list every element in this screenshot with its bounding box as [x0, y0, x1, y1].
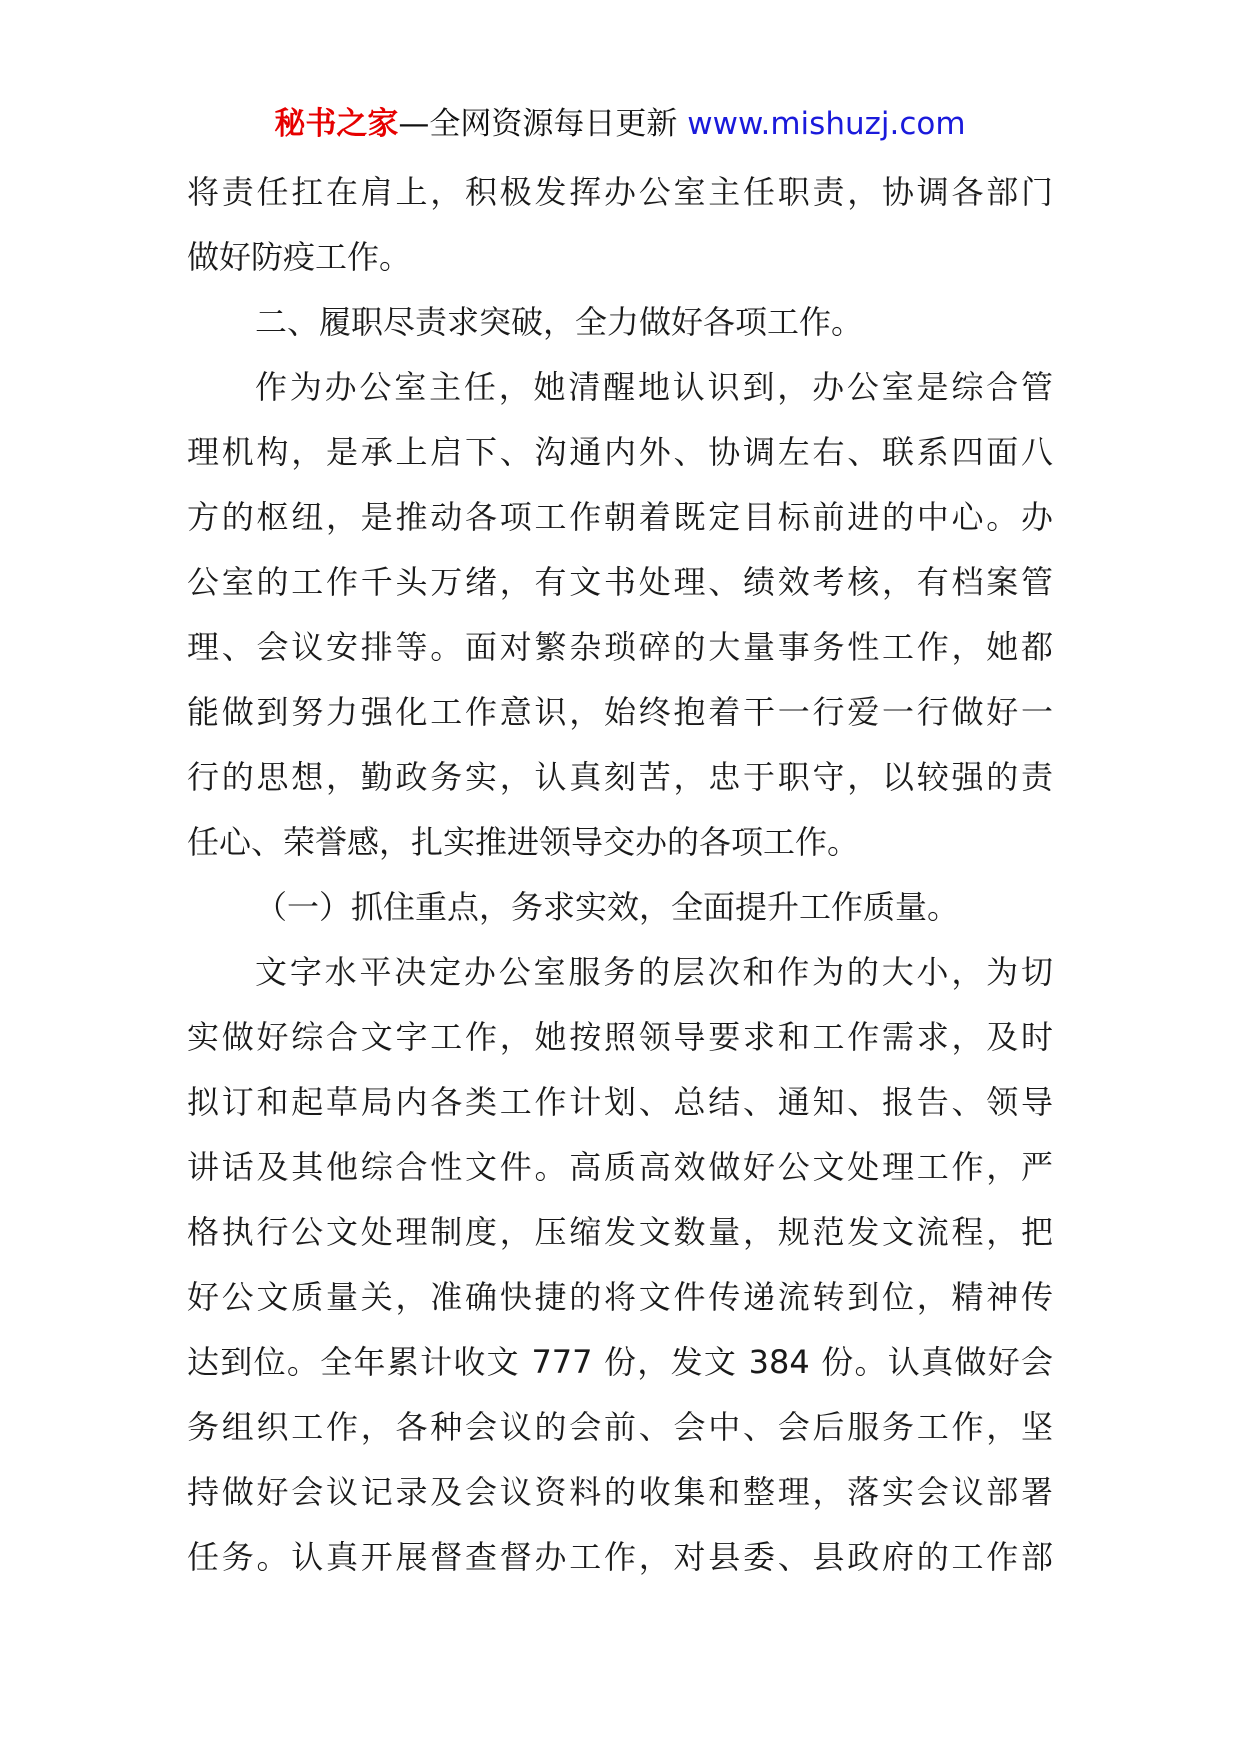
text-line: 好公文质量关，准确快捷的将文件传递流转到位，精神传: [187, 1278, 1053, 1316]
subsection-heading: （一）抓住重点，务求实效，全面提升工作质量。: [255, 888, 960, 926]
text-line: 拟订和起草局内各类工作计划、总结、通知、报告、领导: [187, 1083, 1053, 1121]
text-line: 实做好综合文字工作，她按照领导要求和工作需求，及时: [187, 1018, 1053, 1056]
text-line: 理机构，是承上启下、沟通内外、协调左右、联系四面八: [187, 433, 1053, 471]
document-body: [187, 160, 1053, 1590]
text-line: 文字水平决定办公室服务的层次和作为的大小，为切: [255, 953, 1053, 991]
text-line: 将责任扛在肩上，积极发挥办公室主任职责，协调各部门: [187, 173, 1053, 211]
header-tagline: —全网资源每日更新: [398, 106, 678, 142]
text-line: 方的枢纽，是推动各项工作朝着既定目标前进的中心。办: [187, 498, 1053, 536]
text-line: 理、会议安排等。面对繁杂琐碎的大量事务性工作，她都: [187, 628, 1053, 666]
header-url-link[interactable]: www.mishuzj.com: [687, 106, 966, 142]
text-line: 讲话及其他综合性文件。高质高效做好公文处理工作，严: [187, 1148, 1053, 1186]
header-brand: 秘书之家: [274, 106, 399, 142]
text-line: 任务。认真开展督查督办工作，对县委、县政府的工作部: [187, 1538, 1053, 1576]
text-line: 能做到努力强化工作意识，始终抱着干一行爱一行做好一: [187, 693, 1053, 731]
text-line: 达到位。全年累计收文 777 份，发文 384 份。认真做好会: [187, 1343, 1053, 1381]
text-line: 做好防疫工作。: [187, 238, 412, 276]
text-line: 行的思想，勤政务实，认真刻苦，忠于职守，以较强的责: [187, 758, 1053, 796]
text-line: 持做好会议记录及会议资料的收集和整理，落实会议部署: [187, 1473, 1053, 1511]
text-line: 作为办公室主任，她清醒地认识到，办公室是综合管: [255, 368, 1053, 406]
text-line: 任心、荣誉感，扎实推进领导交办的各项工作。: [187, 823, 860, 861]
text-line: 务组织工作，各种会议的会前、会中、会后服务工作，坚: [187, 1408, 1053, 1446]
text-line: 格执行公文处理制度，压缩发文数量，规范发文流程，把: [187, 1213, 1053, 1251]
section-heading: 二、履职尽责求突破，全力做好各项工作。: [255, 303, 864, 341]
text-line: 公室的工作千头万绪，有文书处理、绩效考核，有档案管: [187, 563, 1053, 601]
page-header: [0, 100, 1240, 148]
